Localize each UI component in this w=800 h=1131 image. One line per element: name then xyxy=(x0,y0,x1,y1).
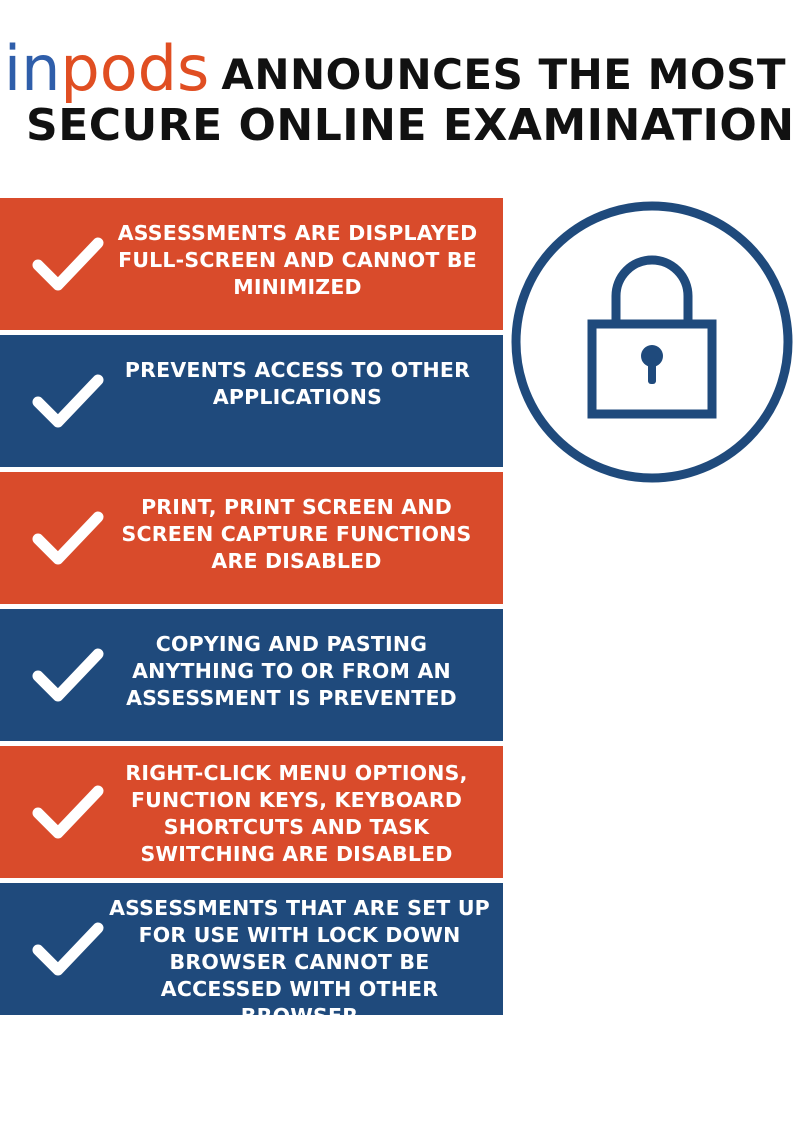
feature-item-5 xyxy=(0,746,503,878)
title-line-1 xyxy=(3,30,786,105)
feature-list xyxy=(0,198,503,1028)
title-line-2: SECURE ONLINE EXAMINATION xyxy=(26,100,795,151)
feature-text-5: RIGHT-CLICK MENU OPTIONS, FUNCTION KEYS, KEYBOARD SHORTCUTS AND TASK SWITCHING ARE DISABLED xyxy=(125,761,468,866)
feature-item-1 xyxy=(0,198,503,330)
check-icon xyxy=(30,646,104,704)
check-icon xyxy=(30,509,104,567)
check-icon xyxy=(30,372,104,430)
feature-item-3 xyxy=(0,472,503,604)
title-text-1: ANNOUNCES THE MOST xyxy=(221,50,786,99)
check-icon xyxy=(30,235,104,293)
feature-text-4: COPYING AND PASTING ANYTHING TO OR FROM AN ASSESSMENT IS PREVENTED xyxy=(126,632,457,710)
logo-pods: pods xyxy=(60,32,210,105)
logo-in: in xyxy=(3,32,61,105)
check-icon xyxy=(30,783,104,841)
feature-text-6: ASSESSMENTS THAT ARE SET UP FOR USE WITH LOCK DOWN BROWSER CANNOT BE ACCESSED WITH OTHER BROWSER xyxy=(109,896,490,1028)
feature-item-2 xyxy=(0,335,503,467)
padlock-icon xyxy=(510,200,794,484)
check-icon xyxy=(30,920,104,978)
feature-text-3: PRINT, PRINT SCREEN AND SCREEN CAPTURE FUNCTIONS ARE DISABLED xyxy=(121,495,472,573)
feature-text-1: ASSESSMENTS ARE DISPLAYED FULL-SCREEN AND CANNOT BE MINIMIZED xyxy=(117,221,478,299)
header xyxy=(3,30,795,151)
feature-item-6 xyxy=(0,883,503,1028)
inpods-logo xyxy=(3,32,210,105)
feature-item-4 xyxy=(0,609,503,741)
feature-text-2: PREVENTS ACCESS TO OTHER APPLICATIONS xyxy=(124,358,471,409)
